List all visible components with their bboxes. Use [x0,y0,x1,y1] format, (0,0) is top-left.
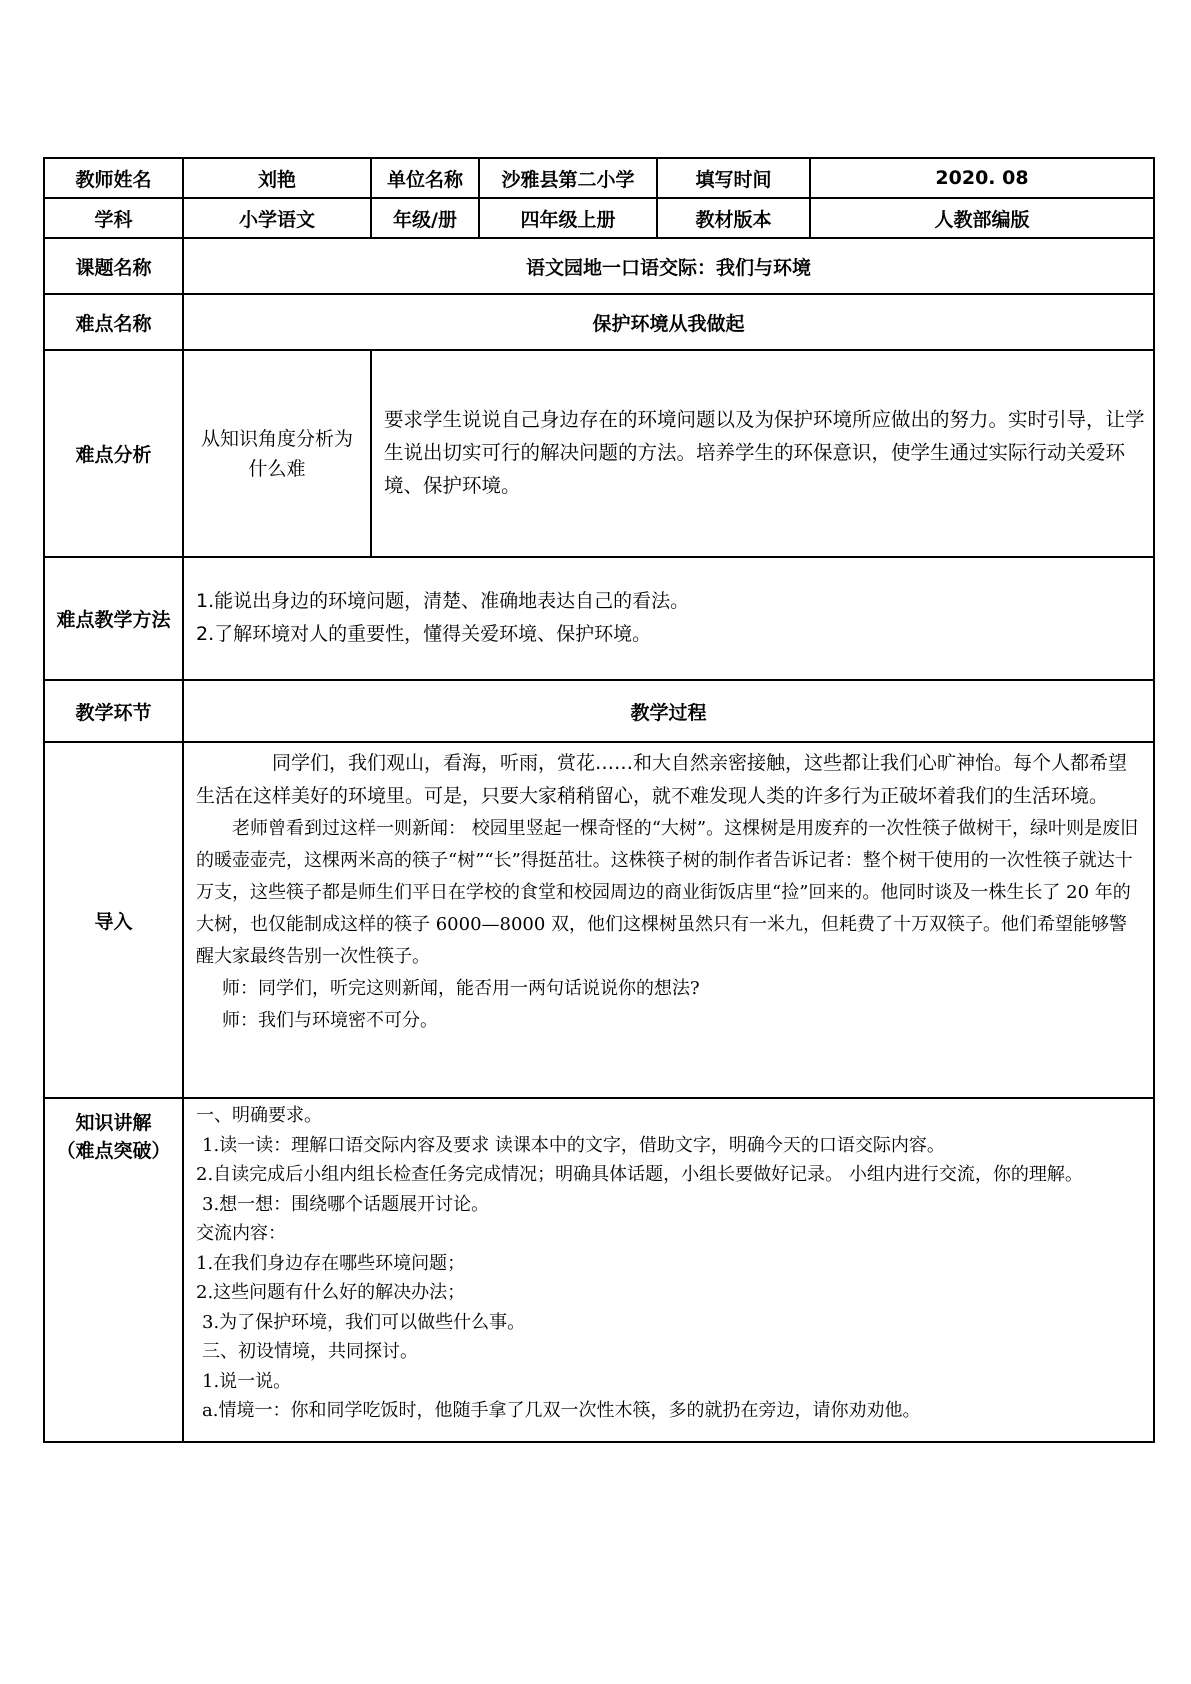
knowledge-line: 一、明确要求。 [196,1105,322,1126]
teacher-value: 刘艳 [183,158,371,198]
grade-value: 四年级上册 [479,198,657,238]
intro-label: 导入 [44,742,183,1098]
knowledge-line: 1.读一读：理解口语交际内容及要求 读课本中的文字，借助文字，明确今天的口语交际内容。 [202,1134,945,1156]
knowledge-line: 2.这些问题有什么好的解决办法； [196,1282,466,1303]
date-label: 填写时间 [657,158,810,198]
intro-paragraph: 老师曾看到过这样一则新闻： 校园里竖起一棵奇怪的“大树”。这棵树是用废弃的一次性筷子做树干，绿叶则是废旧的暖壶壶壳，这棵两米高的筷子“树”“长”得挺茁壮。这株筷子树的制作者告诉记者：整个树干使用的一次性筷子就达十万支，这些筷子都是师生们平日在学校的食堂和校园周边的商业街饭店里“捡”回来的。他同时谈及一株生长了 20 年的大树，也仅能制成这样的筷子 6000—8000 双，他们这棵树虽然只有一米九，但耗费了十万双筷子。他们希望能够警醒大家最终告别一次性筷子。 [196,818,1139,967]
knowledge-line: 1.在我们身边存在哪些环境问题； [196,1252,466,1274]
edition-value: 人教部编版 [810,198,1154,238]
difficulty-label: 难点名称 [44,294,183,350]
method-item: 1.能说出身边的环境问题，清楚、准确地表达自己的看法。 [196,589,690,612]
knowledge-line: 交流内容： [196,1223,286,1244]
topic-label: 课题名称 [44,238,183,294]
method-row [44,557,1154,680]
knowledge-line: 3.想一想：围绕哪个话题展开讨论。 [202,1193,490,1215]
knowledge-label [44,1098,183,1442]
grade-label: 年级/册 [371,198,479,238]
knowledge-line: a.情境一：你和同学吃饭时，他随手拿了几双一次性木筷，多的就扔在旁边，请你劝劝他。 [202,1400,921,1421]
teacher-label: 教师姓名 [44,158,183,198]
process-header-row [44,680,1154,742]
unit-value: 沙雅县第二小学 [479,158,657,198]
method-item: 2.了解环境对人的重要性，懂得关爱环境、保护环境。 [196,622,652,645]
difficulty-row [44,294,1154,350]
method-content [183,557,1154,680]
analysis-row [44,350,1154,557]
knowledge-row [44,1098,1154,1442]
knowledge-line: 2.自读完成后小组内组长检查任务完成情况；明确具体话题，小组长要做好记录。 小组内进行交流，你的理解。 [196,1164,1083,1185]
knowledge-label-line: （难点突破） [56,1140,171,1162]
info-row-2 [44,198,1154,238]
knowledge-line: 1.说一说。 [202,1370,292,1392]
knowledge-line: 3.为了保护环境，我们可以做些什么事。 [202,1311,526,1333]
topic-value: 语文园地一口语交际：我们与环境 [183,238,1154,294]
intro-teacher-line: 师：同学们，听完这则新闻，能否用一两句话说说你的想法? [222,978,700,999]
intro-row [44,742,1154,1098]
lesson-plan-table [43,157,1155,1443]
intro-content [183,742,1154,1098]
date-value: 2020. 08 [810,158,1154,198]
analysis-sub-label: 从知识角度分析为什么难 [183,350,371,557]
subject-label: 学科 [44,198,183,238]
intro-teacher-line: 师：我们与环境密不可分。 [222,1010,438,1031]
subject-value: 小学语文 [183,198,371,238]
knowledge-label-line: 知识讲解 [75,1112,152,1134]
difficulty-value: 保护环境从我做起 [183,294,1154,350]
process-stage-label: 教学环节 [44,680,183,742]
analysis-label: 难点分析 [44,350,183,557]
process-label: 教学过程 [183,680,1154,742]
knowledge-line: 三、初设情境，共同探讨。 [202,1341,418,1362]
info-row-1 [44,158,1154,198]
topic-row [44,238,1154,294]
unit-label: 单位名称 [371,158,479,198]
method-label: 难点教学方法 [44,557,183,680]
edition-label: 教材版本 [657,198,810,238]
knowledge-content [183,1098,1154,1442]
analysis-text: 要求学生说说自己身边存在的环境问题以及为保护环境所应做出的努力。实时引导，让学生说出切实可行的解决问题的方法。培养学生的环保意识，使学生通过实际行动关爱环境、保护环境。 [371,350,1154,557]
intro-paragraph: 同学们，我们观山，看海，听雨，赏花……和大自然亲密接触，这些都让我们心旷神怡。每个人都希望生活在这样美好的环境里。可是，只要大家稍稍留心，就不难发现人类的许多行为正破坏着我们的生活环境。 [196,752,1128,807]
